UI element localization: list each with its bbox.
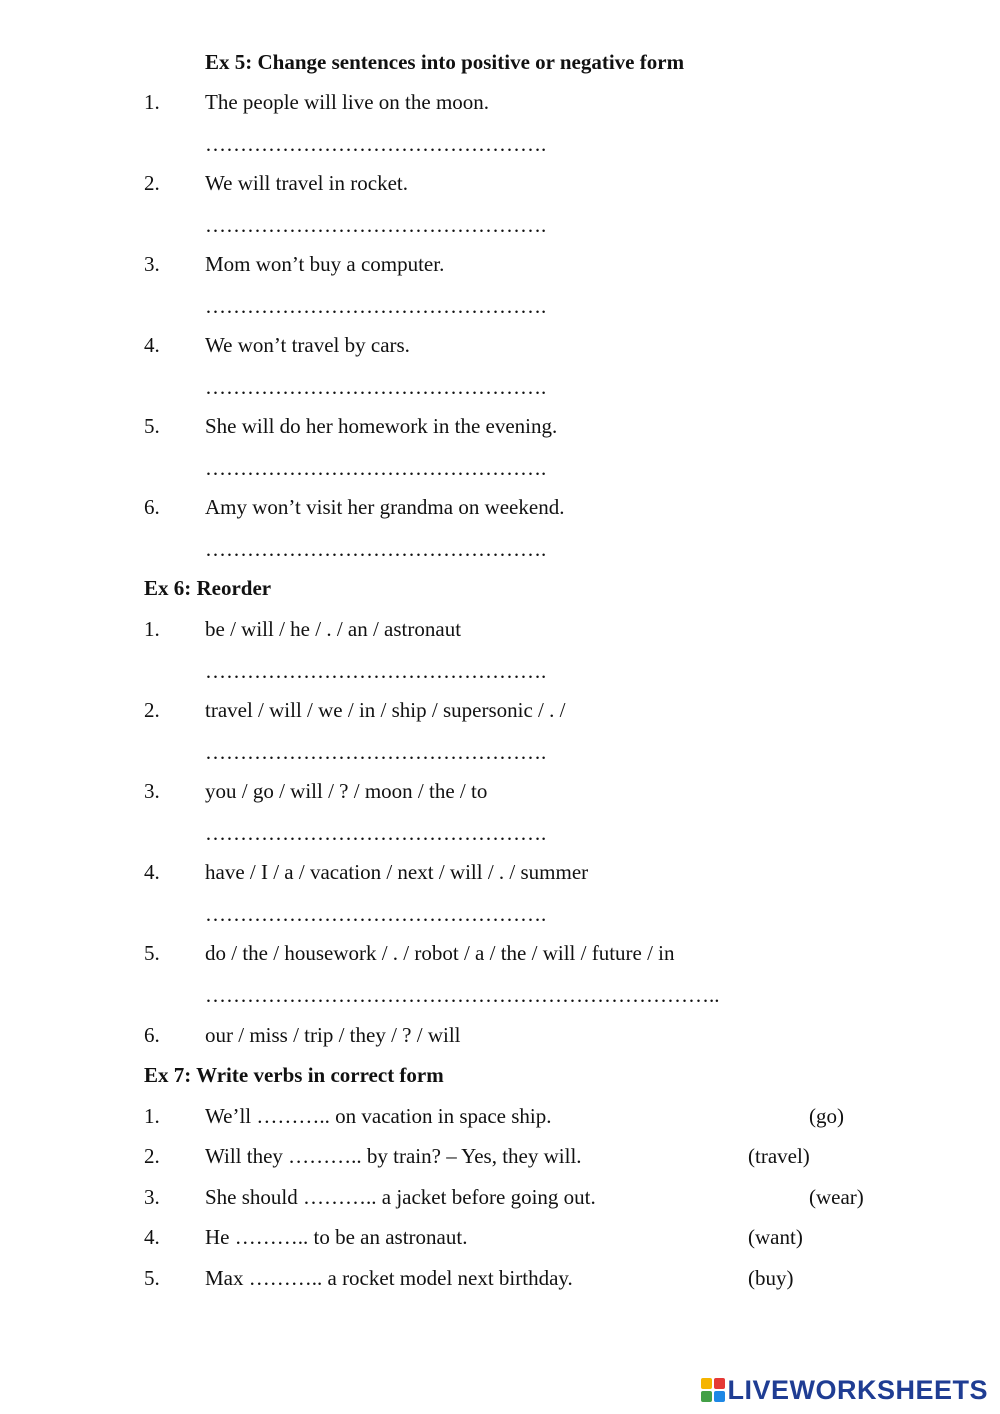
ex6-item-4-answer-line[interactable]: …………………………………………. (205, 902, 547, 926)
ex5-item-3-text: Mom won’t buy a computer. (205, 252, 445, 276)
ex6-item-1-number: 1. (144, 617, 160, 641)
ex7-item-4-hint: (want) (748, 1225, 803, 1249)
ex7-item-2-number: 2. (144, 1144, 160, 1168)
ex6-item-3-text: you / go / will / ? / moon / the / to (205, 779, 488, 803)
ex5-item-5-text: She will do her homework in the evening. (205, 414, 558, 438)
ex6-item-4-text: have / I / a / vacation / next / will / . / summer (205, 860, 589, 884)
ex5-item-1-number: 1. (144, 90, 160, 114)
ex6-item-6-number: 6. (144, 1023, 160, 1047)
ex5-item-6-answer-line[interactable]: …………………………………………. (205, 537, 547, 561)
ex7-item-1-number: 1. (144, 1104, 160, 1128)
liveworksheets-logo-text: LIVEWORKSHEETS (727, 1375, 988, 1405)
ex6-item-5-number: 5. (144, 941, 160, 965)
logo-square-4 (714, 1391, 725, 1402)
ex7-item-4-number: 4. (144, 1225, 160, 1249)
ex6-item-4-number: 4. (144, 860, 160, 884)
logo-square-3 (701, 1391, 712, 1402)
ex7-item-2-text[interactable]: Will they ……….. by train? – Yes, they will. (205, 1144, 582, 1168)
ex7-item-2-hint: (travel) (748, 1144, 810, 1168)
ex5-item-4-text: We won’t travel by cars. (205, 333, 410, 357)
ex6-item-5-text: do / the / housework / . / robot / a / the / will / future / in (205, 941, 675, 965)
ex6-item-3-answer-line[interactable]: …………………………………………. (205, 821, 547, 845)
ex6-item-5-answer-line[interactable]: ……………………………………………………………….. (205, 983, 720, 1007)
ex5-title: Ex 5: Change sentences into positive or negative form (205, 50, 685, 74)
ex5-item-1-answer-line[interactable]: …………………………………………. (205, 132, 547, 156)
ex6-item-2-text: travel / will / we / in / ship / supersonic / . / (205, 698, 566, 722)
liveworksheets-logo-icon (701, 1378, 725, 1402)
ex5-item-2-answer-line[interactable]: …………………………………………. (205, 213, 547, 237)
ex6-item-1-text: be / will / he / . / an / astronaut (205, 617, 462, 641)
ex5-item-1-text: The people will live on the moon. (205, 90, 490, 114)
ex5-item-5-answer-line[interactable]: …………………………………………. (205, 456, 547, 480)
ex5-item-2-number: 2. (144, 171, 160, 195)
ex6-item-3-number: 3. (144, 779, 160, 803)
logo-square-1 (701, 1378, 712, 1389)
ex6-item-2-answer-line[interactable]: …………………………………………. (205, 740, 547, 764)
ex5-item-5-number: 5. (144, 414, 160, 438)
ex5-item-4-number: 4. (144, 333, 160, 357)
ex7-item-5-hint: (buy) (748, 1266, 794, 1290)
ex5-item-3-number: 3. (144, 252, 160, 276)
ex5-item-3-answer-line[interactable]: …………………………………………. (205, 294, 547, 318)
ex6-item-2-number: 2. (144, 698, 160, 722)
ex7-item-1-hint: (go) (809, 1104, 844, 1128)
ex7-item-4-text[interactable]: He ……….. to be an astronaut. (205, 1225, 468, 1249)
ex7-item-3-text[interactable]: She should ……….. a jacket before going out. (205, 1185, 596, 1209)
ex7-item-1-text[interactable]: We’ll ……….. on vacation in space ship. (205, 1104, 552, 1128)
ex7-title: Ex 7: Write verbs in correct form (144, 1063, 444, 1087)
ex6-item-6-text: our / miss / trip / they / ? / will (205, 1023, 461, 1047)
ex7-item-3-number: 3. (144, 1185, 160, 1209)
ex7-item-5-number: 5. (144, 1266, 160, 1290)
ex7-item-3-hint: (wear) (809, 1185, 864, 1209)
ex6-item-1-answer-line[interactable]: …………………………………………. (205, 659, 547, 683)
ex5-item-4-answer-line[interactable]: …………………………………………. (205, 375, 547, 399)
logo-square-2 (714, 1378, 725, 1389)
ex7-item-5-text[interactable]: Max ……….. a rocket model next birthday. (205, 1266, 573, 1290)
ex5-item-6-text: Amy won’t visit her grandma on weekend. (205, 495, 565, 519)
ex6-title: Ex 6: Reorder (144, 576, 272, 600)
liveworksheets-logo[interactable] (701, 1376, 988, 1404)
ex5-item-6-number: 6. (144, 495, 160, 519)
ex5-item-2-text: We will travel in rocket. (205, 171, 408, 195)
